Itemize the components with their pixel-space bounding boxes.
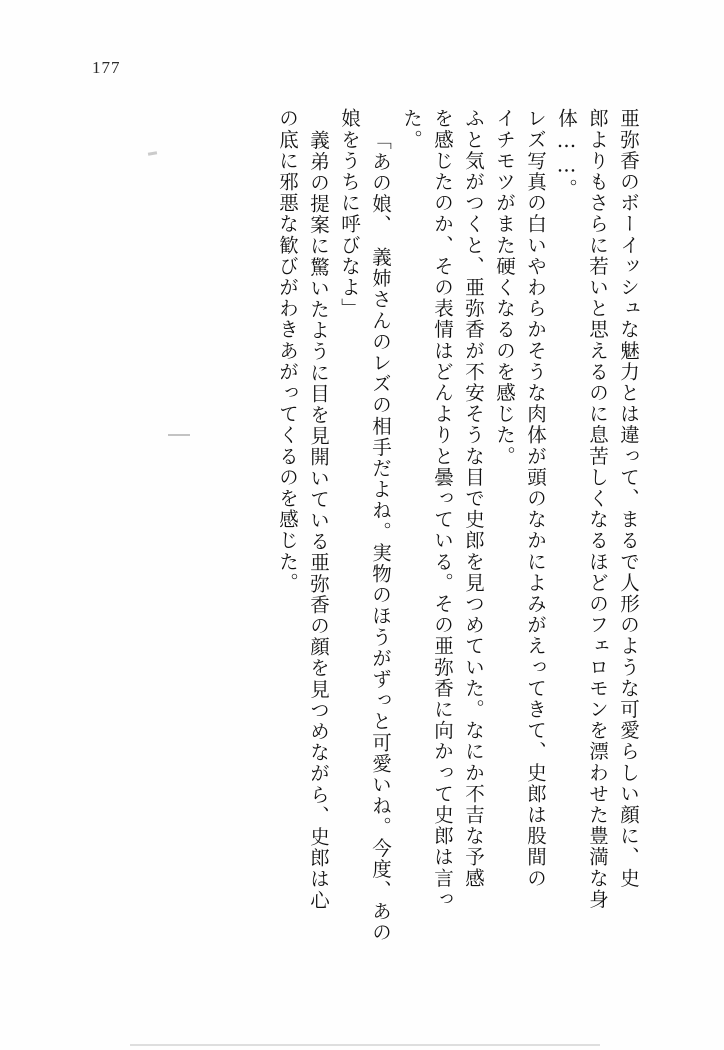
text-column: レズ写真の白いやわらかそうな肉体が頭のなかによみがえってきて、史郎は股間の xyxy=(524,108,547,889)
text-column: 娘をうちに呼びなよ」 xyxy=(338,108,361,319)
page-number: 177 xyxy=(92,58,121,77)
scan-artifact xyxy=(130,1044,600,1046)
text-column: イチモツがまた硬くなるのを感じた。 xyxy=(493,108,516,467)
text-column: 亜弥香のボーイッシュな魅力とは違って、まるで人形のような可愛らしい顔に、史 xyxy=(617,108,640,889)
text-column: 義弟の提案に驚いたように目を見開いている亜弥香の顔を見つめながら、史郎は心 xyxy=(307,130,330,911)
text-column: を感じたのか、その表情はどんよりと曇っている。その亜弥香に向かって史郎は言っ xyxy=(431,108,454,910)
text-column: 「あの娘、 義姉さんのレズの相手だよね。実物のほうがずっと可愛いね。今度、あの xyxy=(369,130,392,944)
text-column: 郎よりもさらに若いと思えるのに息苦しくなるほどのフェロモンを漂わせた豊満な身 xyxy=(586,108,609,910)
text-column: の底に邪悪な歓びがわきあがってくるのを感じた。 xyxy=(276,108,299,594)
text-column: た。 xyxy=(400,108,423,151)
scan-artifact xyxy=(168,434,190,436)
vertical-text-block xyxy=(180,108,638,968)
scan-artifact xyxy=(148,151,157,156)
text-column: 体……。 xyxy=(555,108,578,200)
text-column: ふと気がつくと、亜弥香が不安そうな目で史郎を見つめていた。なにか不吉な予感 xyxy=(462,108,485,889)
